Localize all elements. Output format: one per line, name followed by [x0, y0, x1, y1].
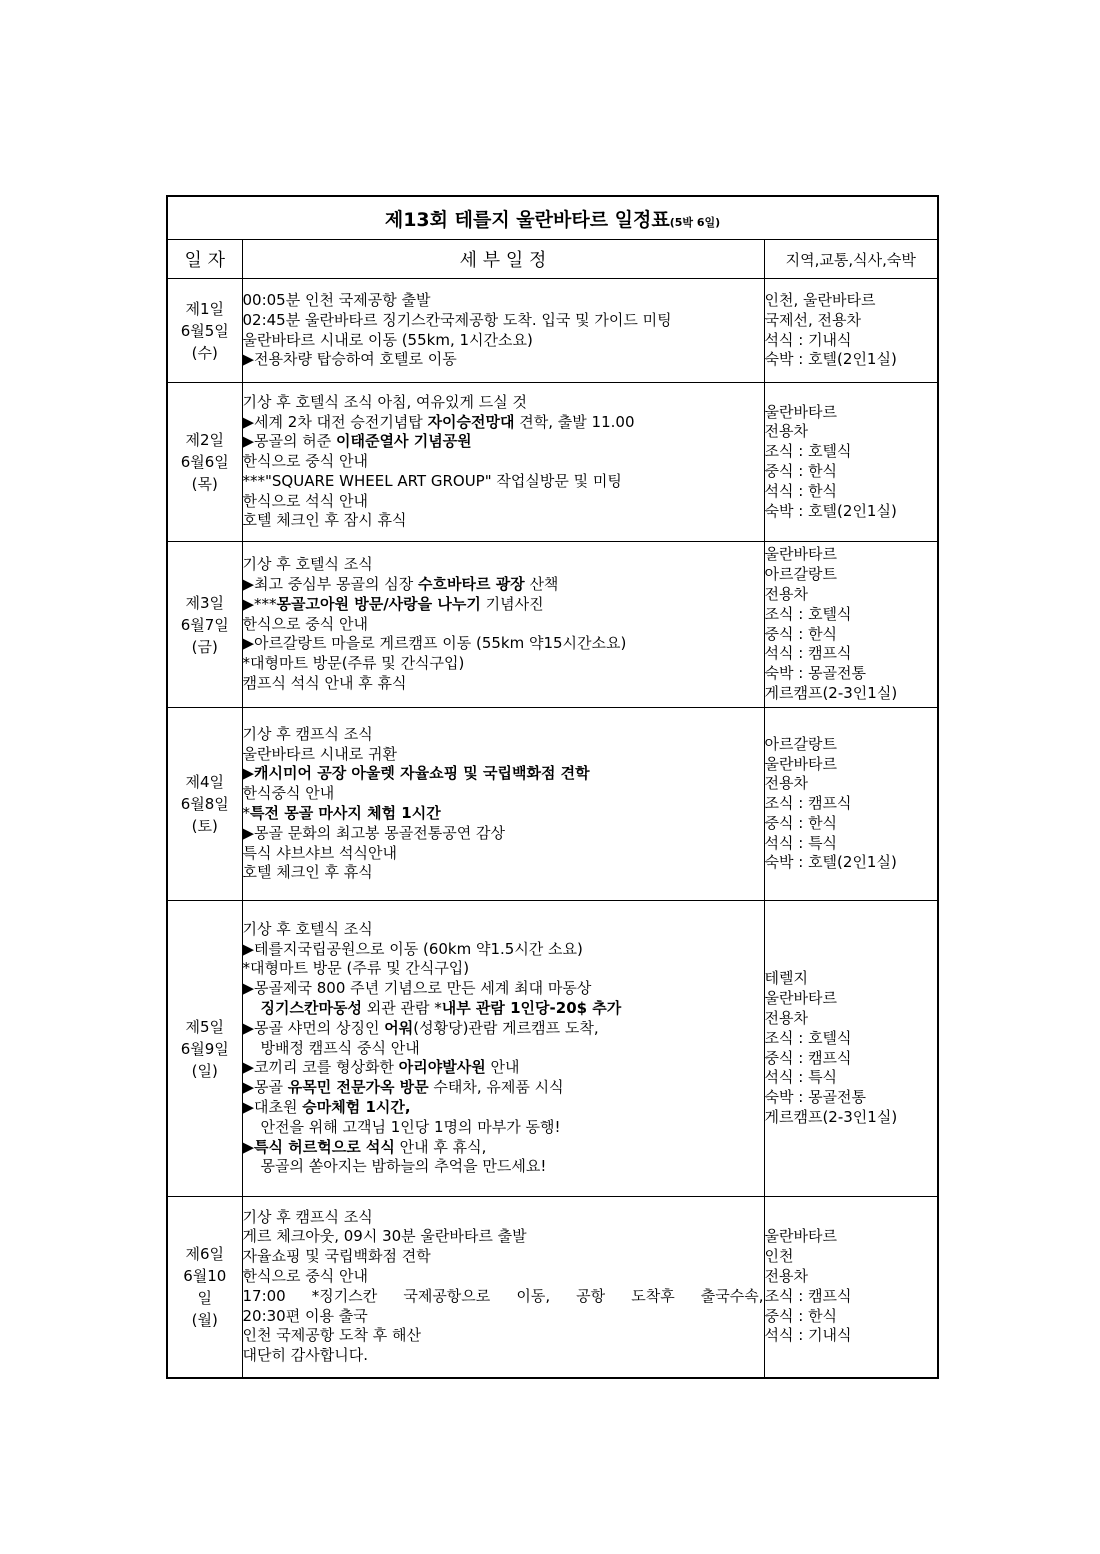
highlight: 승마체험 1시간, [302, 1097, 411, 1116]
day-row-5 [167, 901, 938, 1197]
highlight: 특식 허르헉으로 석식 [254, 1137, 395, 1156]
highlight: ▶캐시미어 공장 아울렛 자율쇼핑 및 국립백화점 견학 [242, 764, 590, 783]
highlight: 자이승전망대 [427, 412, 515, 431]
highlight: 이태준열사 기념공원 [336, 432, 472, 451]
day-row-4 [167, 708, 938, 901]
title-main: 제13회 테를지 울란바타르 일정표 [384, 208, 670, 231]
day-info: 인천, 울란바타르 국제선, 전용차 석식 : 기내식 숙박 : 호텔(2인1실) [764, 279, 938, 383]
highlight: 수흐바타르 광장 [418, 575, 525, 593]
day-label: 제3일 6월7일 (금) [167, 542, 242, 708]
title-duration: (5박 6일) [669, 215, 721, 229]
day-label: 제6일 6월10 일 (월) [167, 1197, 242, 1378]
header-date: 일 자 [167, 240, 242, 279]
day-info: 테렐지 울란바타르 전용차 조식 : 호텔식 중식 : 캠프식 석식 : 특식 숙박 : 몽골전통 게르캠프(2-3인1실) [764, 901, 938, 1197]
highlight: 징기스칸마동성 [260, 999, 362, 1017]
header-info: 지역,교통,식사,숙박 [764, 240, 938, 279]
day-row-3 [167, 542, 938, 708]
day-label: 제2일 6월6일 (목) [167, 383, 242, 542]
day-schedule: 기상 후 호텔식 조식 ▶테를지국립공원으로 이동 (60km 약1.5시간 소요) *대형마트 방문 (주류 및 간식구입) ▶몽골제국 800 주년 기념으로 만든 세계 최대 마동상 징기스칸마동성 외관 관람 *내부 관람 1인당-20$ 추가 ▶몽골 샤먼의 상징인 어워(성황당)관람 게르캠프 도착, 방배정 캠프식 중식 안내 ▶코끼리 코를 형상화한 아리야발사원 안내 ▶몽골 유목민 전문가옥 방문 수태차, 유제품 시식 ▶대초원 승마체험 1시간, 안전을 위해 고객님 1인당 1명의 마부가 동행! ▶특식 허르헉으로 석식 안내 후 휴식, 몽골의 쏟아지는 밤하늘의 추억을 만드세요! [242, 901, 764, 1197]
highlight: 아리야발사원 [398, 1058, 486, 1077]
day-schedule: 기상 후 캠프식 조식 게르 체크아웃, 09시 30분 울란바타르 출발 자율쇼핑 및 국립백화점 견학 한식으로 중식 안내 17:00 *징기스칸 국제공항으로 이동, 공항 도착후 출국수속, 20:30편 이용 출국 인천 국제공항 도착 후 해산 대단히 감사합니다. [242, 1197, 764, 1378]
day-row-1 [167, 279, 938, 383]
day-label: 제1일 6월5일 (수) [167, 279, 242, 383]
page-title [167, 196, 938, 240]
day-info: 아르갈랑트 울란바타르 전용차 조식 : 캠프식 중식 : 한식 석식 : 특식 숙박 : 호텔(2인1실) [764, 708, 938, 901]
day-schedule: 00:05분 인천 국제공항 출발 02:45분 울란바타르 징기스칸국제공항 도착. 입국 및 가이드 미팅 울란바타르 시내로 이동 (55km, 1시간소요) ▶전용차량 탑승하여 호텔로 이동 [242, 279, 764, 383]
day-row-2 [167, 383, 938, 542]
itinerary-table [166, 195, 939, 1379]
day-label: 제5일 6월9일 (일) [167, 901, 242, 1197]
itinerary-document [166, 195, 937, 1379]
day-schedule: 기상 후 캠프식 조식 울란바타르 시내로 귀환 ▶캐시미어 공장 아울렛 자율쇼핑 및 국립백화점 견학 한식중식 안내 *특전 몽골 마사지 체험 1시간 ▶몽골 문화의 최고봉 몽골전통공연 감상 특식 샤브샤브 석식안내 호텔 체크인 후 휴식 [242, 708, 764, 901]
day-info: 울란바타르 인천 전용차 조식 : 캠프식 중식 : 한식 석식 : 기내식 [764, 1197, 938, 1378]
highlight: 특전 몽골 마사지 체험 1시간 [250, 804, 441, 822]
highlight: 어워 [384, 1018, 414, 1037]
highlight: 내부 관람 1인당-20$ 추가 [441, 999, 622, 1017]
highlight: 유목민 전문가옥 방문 [287, 1078, 429, 1097]
day-schedule: 기상 후 호텔식 조식 아침, 여유있게 드실 것 ▶세계 2차 대전 승전기념탑 자이승전망대 견학, 출발 11.00 ▶몽골의 허준 이태준열사 기념공원 한식으로 중식 안내 ***"SQUARE WHEEL ART GROUP" 작업실방문 및 미팅 한식으로 석식 안내 호텔 체크인 후 잠시 휴식 [242, 383, 764, 542]
day-row-6 [167, 1197, 938, 1378]
day-info: 울란바타르 아르갈랑트 전용차 조식 : 호텔식 중식 : 한식 석식 : 캠프식 숙박 : 몽골전통 게르캠프(2-3인1실) [764, 542, 938, 708]
day-info: 울란바타르 전용차 조식 : 호텔식 중식 : 한식 석식 : 한식 숙박 : 호텔(2인1실) [764, 383, 938, 542]
highlight: 몽골고아원 방문/사랑을 나누기 [276, 594, 481, 613]
day-schedule: 기상 후 호텔식 조식 ▶최고 중심부 몽골의 심장 수흐바타르 광장 산책 ▶***몽골고아원 방문/사랑을 나누기 기념사진 한식으로 중식 안내 ▶아르갈랑트 마을로 게르캠프 이동 (55km 약15시간소요) *대형마트 방문(주류 및 간식구입) 캠프식 석식 안내 후 휴식 [242, 542, 764, 708]
header-detail: 세 부 일 정 [242, 240, 764, 279]
day-label: 제4일 6월8일 (토) [167, 708, 242, 901]
